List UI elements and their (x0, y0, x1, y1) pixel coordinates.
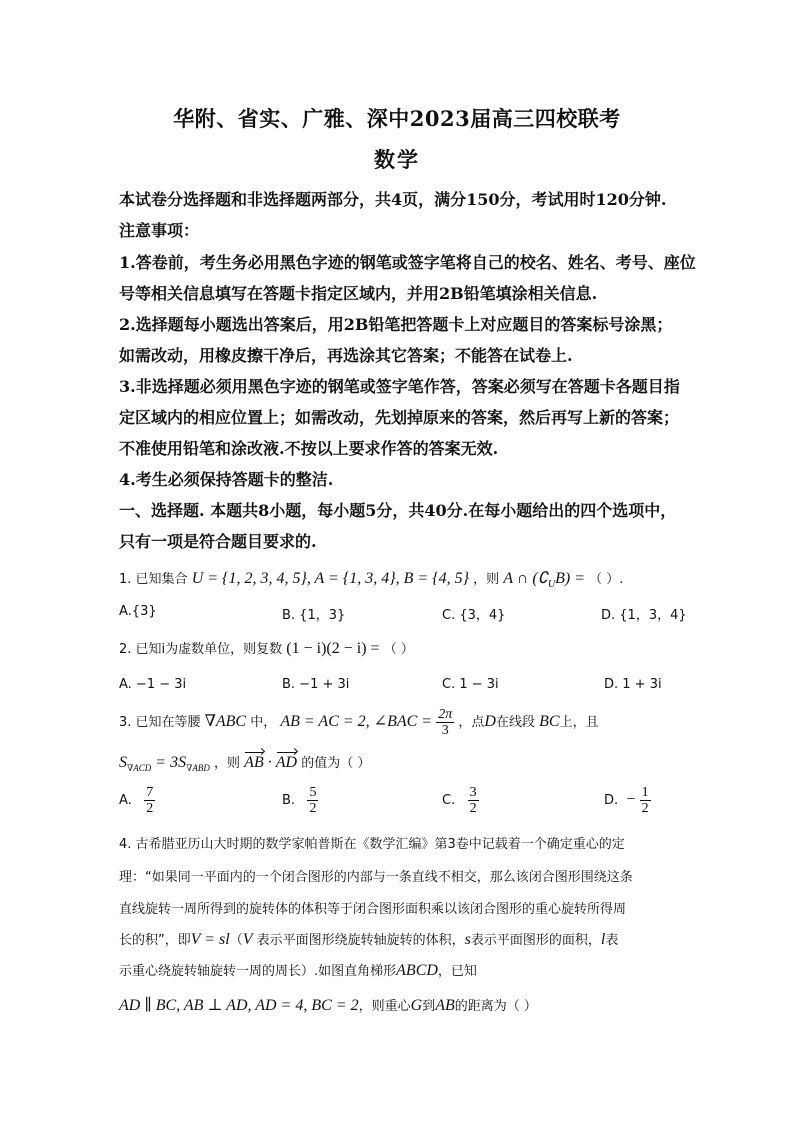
q3-prefix: 3. 已知在等腰 (119, 715, 201, 730)
rule-line: 4.考生必须保持答题卡的整洁. (119, 470, 334, 489)
q3-point-d: D (484, 713, 496, 730)
exam-title: 华附、省实、广雅、深中2023届高三四校联考 (173, 106, 621, 131)
question-3-line-2 (119, 752, 370, 774)
q1-tail: （ ）. (589, 572, 624, 587)
q3-option-a: A. $\frac{7}{2}$ (119, 785, 154, 816)
question-1 (119, 568, 623, 590)
q3-text: 的值为（ ） (301, 756, 371, 771)
notice-title: 注意事项： (119, 221, 200, 240)
rule-line: 3.非选择题必须用黑色字迹的钢笔或签字笔作答，答案必须写在答题卡各题目指 (119, 377, 680, 396)
rule-line: 不准使用铅笔和涂改液.不按以上要求作答的答案无效. (119, 439, 499, 458)
q2-tail: （ ） (383, 642, 414, 657)
q3-angle-fraction: $\frac{2\pi}{3}$ (438, 707, 453, 738)
rule-line: 2.选择题每小题选出答案后，用2B铅笔把答题卡上对应题目的答案标号涂黑； (119, 315, 673, 334)
rule-line: 定区域内的相应位置上；如需改动，先划掉原来的答案，然后再写上新的答案； (119, 408, 680, 427)
question-4-line: 直线旋转一周所得到的旋转体的体积等于闭合图形面积乘以该闭合图形的重心旋转所得周 (119, 902, 627, 917)
q2-option-b: B. −1 + 3i (282, 677, 350, 692)
question-4-line: AD ∥ BC, AB ⊥ AD, AD = 4, BC = 2，则重心G到AB的距离为（ ） (119, 997, 537, 1014)
q1-mid: ，则 (473, 572, 500, 587)
question-2 (119, 638, 414, 658)
q3-text: 在线段 (495, 715, 535, 730)
q3-option-c: C. $\frac{3}{2}$ (442, 785, 477, 816)
rule-line: 1.答卷前，考生务必用黑色字迹的钢笔或签字笔将自己的校名、姓名、考号、座位 (119, 253, 696, 272)
q1-option-c: C. {3，4} (442, 608, 506, 623)
question-4-line: 示重心绕旋转轴旋转一周的周长）.如图直角梯形ABCD，已知 (119, 962, 477, 979)
q3-text: ，点 (458, 715, 485, 730)
q3-dot-product: AB · AD (244, 754, 298, 771)
q3-area-relation: $S_{\nabla ACD} = 3S_{\nabla ABD}$ (119, 754, 210, 774)
q2-option-c: C. 1 − 3i (442, 677, 499, 692)
q3-text: 中， (250, 715, 277, 730)
q1-prefix: 1. 已知集合 (119, 572, 188, 587)
section-heading: 只有一项是符合题目要求的. (119, 532, 317, 551)
q2-option-a: A. −1 − 3i (119, 677, 187, 692)
question-4-line: 长的积”，即V = sl（V 表示平面图形绕旋转轴旋转的体积，s表示平面图形的面积，l表 (119, 931, 619, 948)
question-4-line: 4. 古希腊亚历山大时期的数学家帕普斯在《数学汇编》第3卷中记载着一个确定重心的定 (119, 837, 625, 852)
q3-segment-bc: BC (539, 713, 560, 730)
q3-option-b: B. $\frac{5}{2}$ (282, 785, 317, 816)
question-4-line: 理：“如果同一平面内的一个闭合图形的内部与一条直线不相交，那么该闭合图形围绕这条 (119, 870, 633, 885)
q2-option-d: D. 1 + 3i (604, 677, 662, 692)
q1-option-b: B. {1，3} (282, 608, 346, 623)
intro-line: 本试卷分选择题和非选择题两部分，共4页，满分150分，考试用时120分钟. (119, 190, 667, 209)
q1-sets: U = {1, 2, 3, 4, 5}, A = {1, 3, 4}, B = {4, 5} (191, 570, 469, 587)
rule-line: 号等相关信息填写在答题卡指定区域内，并用2B铅笔填涂相关信息. (119, 284, 598, 303)
q3-text: ，则 (214, 756, 241, 771)
q3-condition: AB = AC = 2, ∠BAC = (280, 713, 433, 730)
q2-prefix: 2. 已知i为虚数单位，则复数 (119, 642, 283, 657)
q1-expr: A ∩ $(∁_UB)$ = (503, 570, 585, 591)
q1-option-d: D. {1，3，4} (601, 608, 687, 623)
q3-text: 上，且 (559, 715, 599, 730)
q2-expr: (1 − i)(2 − i) = (286, 640, 380, 657)
exam-subject: 数学 (374, 147, 420, 172)
q3-option-d: D. − $\frac{1}{2}$ (604, 785, 649, 816)
section-heading: 一、选择题. 本题共8小题，每小题5分，共40分.在每小题给出的四个选项中， (119, 501, 677, 520)
q3-triangle: ∇ABC (204, 713, 247, 730)
question-3 (119, 702, 599, 743)
q1-option-a: A.{3} (119, 604, 157, 619)
rule-line: 如需改动，用橡皮擦干净后，再选涂其它答案；不能答在试卷上. (119, 346, 573, 365)
